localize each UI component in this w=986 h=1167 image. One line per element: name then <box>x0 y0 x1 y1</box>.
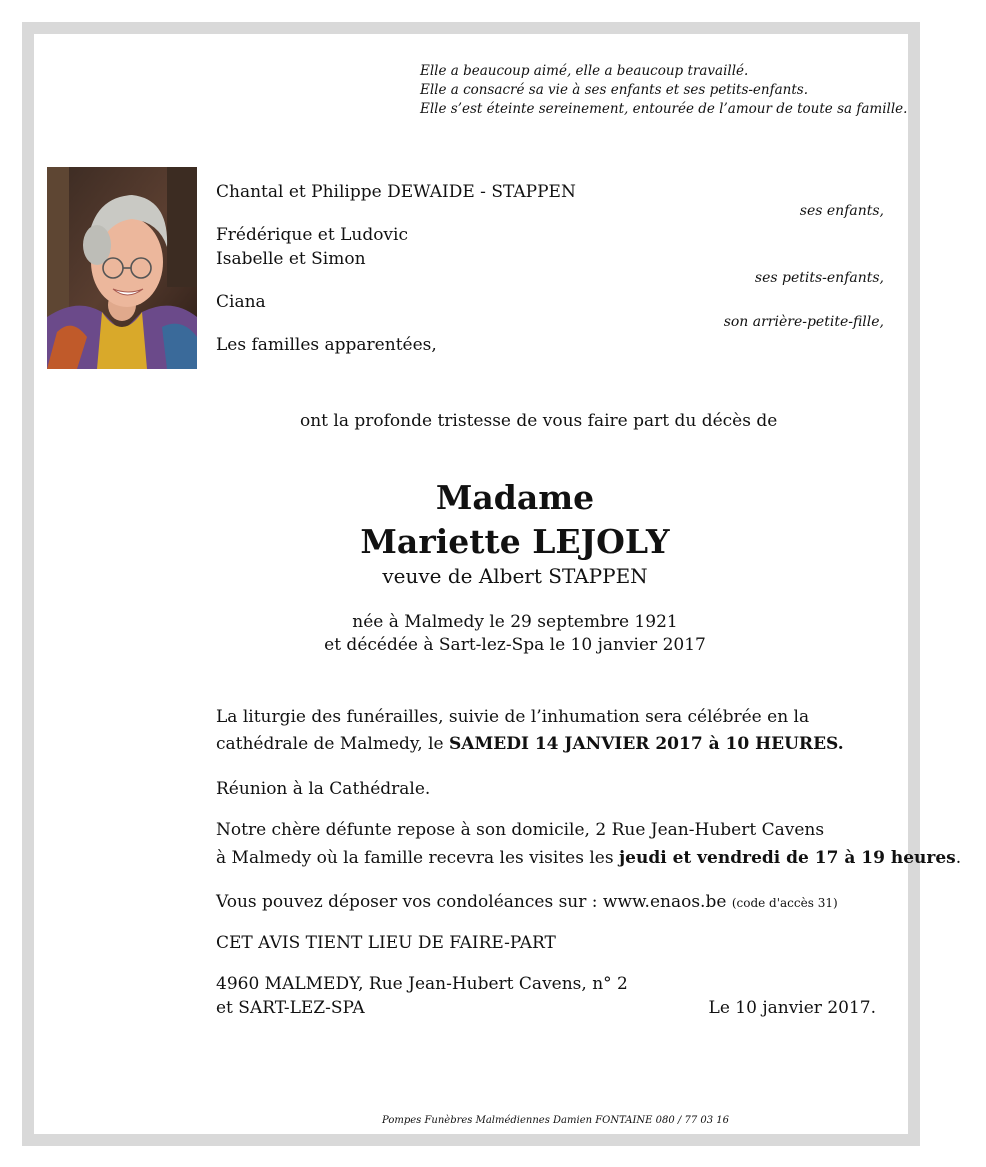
condolences-line <box>216 888 838 917</box>
children-names: Chantal et Philippe DEWAIDE - STAPPEN <box>216 182 576 202</box>
visit-times: jeudi et vendredi de 17 à 19 heures <box>619 848 956 868</box>
funeral-home-credit: Pompes Funèbres Malmédiennes Damien FONTAINE 080 / 77 03 16 <box>382 1115 729 1126</box>
rest-line-2-suffix: . <box>955 848 962 868</box>
grandchildren-role: ses petits-enfants, <box>754 270 884 286</box>
relatives: Les familles apparentées, <box>216 335 437 355</box>
grandchildren-names-2: Isabelle et Simon <box>216 249 366 269</box>
address-line-1: 4960 MALMEDY, Rue Jean-Hubert Cavens, n° 2 <box>216 974 628 994</box>
epitaph-quote <box>420 62 907 119</box>
birth-info: née à Malmedy le 29 septembre 1921 <box>352 612 678 632</box>
address-line-2: et SART-LEZ-SPA <box>216 998 365 1018</box>
quote-line-3: Elle s’est éteinte sereinement, entourée de l’amour de toute sa famille. <box>420 101 908 117</box>
liturgy-line-2 <box>216 730 844 758</box>
grandchildren-names-1: Frédérique et Ludovic <box>216 225 408 245</box>
liturgy-line-2-prefix: cathédrale de Malmedy, le <box>216 734 444 754</box>
deceased-title: Madame <box>435 478 595 517</box>
liturgy-date: SAMEDI 14 JANVIER 2017 à 10 HEURES. <box>449 734 844 754</box>
announcement-text: ont la profonde tristesse de vous faire part du décès de <box>300 411 778 431</box>
rest-line-2-prefix: à Malmedy où la famille recevra les visites les <box>216 848 614 868</box>
great-grandchild-name: Ciana <box>216 292 266 312</box>
portrait-photo <box>47 167 197 369</box>
access-code: (code d'accès 31) <box>731 896 838 910</box>
deceased-name: Mariette LEJOLY <box>360 522 670 561</box>
notice-date: Le 10 janvier 2017. <box>708 998 876 1018</box>
death-info: et décédée à Sart-lez-Spa le 10 janvier 2017 <box>324 635 706 655</box>
quote-line-2: Elle a consacré sa vie à ses enfants et ses petits-enfants. <box>420 82 808 98</box>
quote-line-1: Elle a beaucoup aimé, elle a beaucoup travaillé. <box>420 63 749 79</box>
rest-line-1: Notre chère défunte repose à son domicile, 2 Rue Jean-Hubert Cavens <box>216 820 825 840</box>
rest-line-2 <box>216 844 961 872</box>
liturgy-line-1: La liturgie des funérailles, suivie de l’inhumation sera célébrée en la <box>216 707 810 727</box>
notice-text: CET AVIS TIENT LIEU DE FAIRE-PART <box>216 933 556 953</box>
condolences-text: Vous pouvez déposer vos condoléances sur : www.enaos.be <box>216 892 727 912</box>
widow-of: veuve de Albert STAPPEN <box>382 564 648 588</box>
children-role: ses enfants, <box>799 203 884 219</box>
meeting-place: Réunion à la Cathédrale. <box>216 779 431 799</box>
great-grandchild-role: son arrière-petite-fille, <box>723 314 884 330</box>
